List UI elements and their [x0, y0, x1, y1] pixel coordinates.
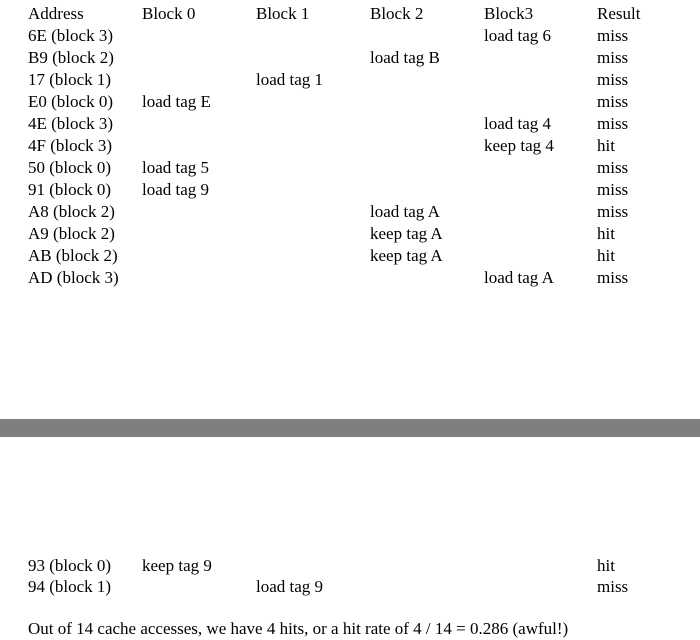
result-cell: miss	[597, 268, 629, 287]
block-0-cell: load tag 5	[142, 158, 210, 177]
block-3-cell: load tag A	[484, 268, 554, 287]
table-row	[0, 47, 700, 69]
result-cell: hit	[597, 246, 615, 265]
page-separator-band	[0, 419, 700, 437]
table-row	[0, 25, 700, 47]
block-0-cell: keep tag 9	[142, 556, 212, 575]
table-row	[0, 69, 700, 91]
table-row	[0, 267, 700, 289]
address-cell: 4F (block 3)	[28, 136, 113, 155]
address-cell: E0 (block 0)	[28, 92, 113, 111]
summary-text: Out of 14 cache accesses, we have 4 hits, or a hit rate of 4 / 14 = 0.286 (awful!)	[28, 619, 569, 638]
block-0-cell: load tag E	[142, 92, 211, 111]
result-cell: miss	[597, 577, 629, 596]
result-cell: miss	[597, 70, 629, 89]
result-cell: hit	[597, 224, 615, 243]
address-cell: 6E (block 3)	[28, 26, 113, 45]
result-cell: hit	[597, 136, 615, 155]
header-block-0: Block 0	[142, 4, 196, 23]
address-cell: 50 (block 0)	[28, 158, 112, 177]
result-cell: miss	[597, 114, 629, 133]
table-row	[0, 91, 700, 113]
block-3-cell: load tag 4	[484, 114, 552, 133]
block-0-cell: load tag 9	[142, 180, 210, 199]
address-cell: 4E (block 3)	[28, 114, 113, 133]
result-cell: miss	[597, 180, 629, 199]
header-block-1: Block 1	[256, 4, 310, 23]
table-row	[0, 135, 700, 157]
table-row	[0, 576, 700, 598]
table-row	[0, 157, 700, 179]
block-1-cell: load tag 1	[256, 70, 324, 89]
table-row	[0, 223, 700, 245]
result-cell: miss	[597, 48, 629, 67]
block-2-cell: load tag B	[370, 48, 440, 67]
table-header-row	[0, 3, 700, 25]
result-cell: miss	[597, 202, 629, 221]
header-result: Result	[597, 4, 641, 23]
header-address: Address	[28, 4, 84, 23]
block-1-cell: load tag 9	[256, 577, 324, 596]
table-row	[0, 179, 700, 201]
address-cell: 91 (block 0)	[28, 180, 112, 199]
block-2-cell: load tag A	[370, 202, 440, 221]
address-cell: 94 (block 1)	[28, 577, 112, 596]
result-cell: miss	[597, 158, 629, 177]
table-row	[0, 555, 700, 577]
block-2-cell: keep tag A	[370, 224, 443, 243]
address-cell: AD (block 3)	[28, 268, 119, 287]
address-cell: AB (block 2)	[28, 246, 118, 265]
address-cell: 17 (block 1)	[28, 70, 112, 89]
table-row	[0, 201, 700, 223]
header-block-3: Block3	[484, 4, 534, 23]
result-cell: miss	[597, 26, 629, 45]
address-cell: A9 (block 2)	[28, 224, 115, 243]
address-cell: B9 (block 2)	[28, 48, 114, 67]
address-cell: 93 (block 0)	[28, 556, 112, 575]
table-row	[0, 245, 700, 267]
header-block-2: Block 2	[370, 4, 424, 23]
block-2-cell: keep tag A	[370, 246, 443, 265]
result-cell: hit	[597, 556, 615, 575]
result-cell: miss	[597, 92, 629, 111]
address-cell: A8 (block 2)	[28, 202, 115, 221]
table-row	[0, 113, 700, 135]
block-3-cell: load tag 6	[484, 26, 552, 45]
block-3-cell: keep tag 4	[484, 136, 554, 155]
